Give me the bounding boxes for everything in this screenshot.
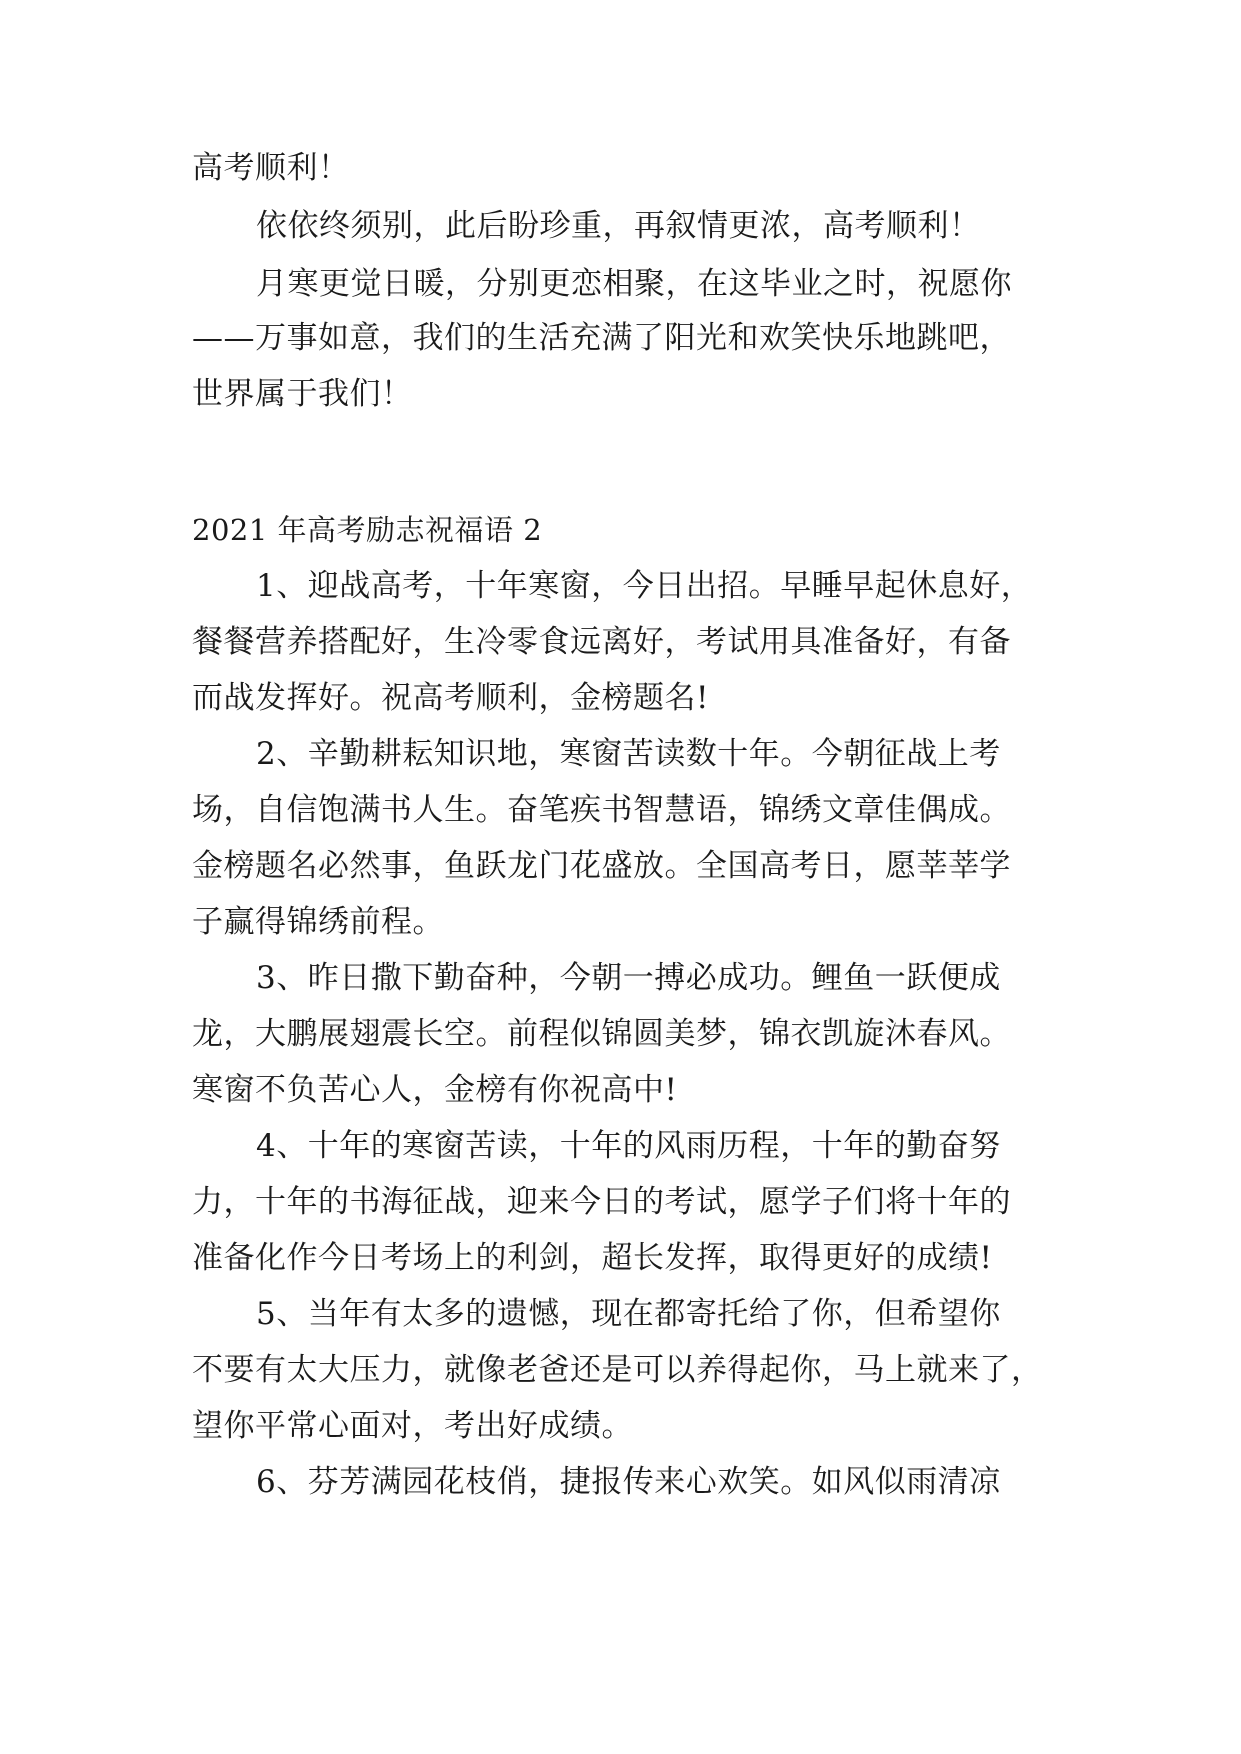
text-line: 1、迎战高考，十年寒窗，今日出招。早睡早起休息好， (256, 568, 1033, 604)
text-line: 准备化作今日考场上的利剑，超长发挥，取得更好的成绩! (192, 1240, 993, 1276)
section-heading: 2021 年高考励志祝福语 2 (192, 513, 543, 547)
text-line: 高考顺利！ (192, 150, 350, 186)
text-line: 子赢得锦绣前程。 (192, 904, 444, 940)
text-line: 世界属于我们！ (192, 376, 413, 412)
text-line: 龙，大鹏展翅震长空。前程似锦圆美梦，锦衣凯旋沐春风。 (192, 1016, 1011, 1052)
text-line: 5、当年有太多的遗憾，现在都寄托给了你，但希望你 (256, 1296, 1001, 1332)
text-line: 月寒更觉日暖，分别更恋相聚，在这毕业之时，祝愿你 (256, 266, 1012, 302)
text-line: 依依终须别，此后盼珍重，再叙情更浓，高考顺利！ (256, 208, 981, 244)
text-line: 而战发挥好。祝高考顺利，金榜题名! (192, 680, 709, 716)
text-line: 不要有太大压力，就像老爸还是可以养得起你，马上就来了， (192, 1352, 1043, 1388)
text-line: 2、辛勤耕耘知识地，寒窗苦读数十年。今朝征战上考 (256, 736, 1001, 772)
text-line: 望你平常心面对，考出好成绩。 (192, 1408, 633, 1444)
text-line: 4、十年的寒窗苦读，十年的风雨历程，十年的勤奋努 (256, 1128, 1001, 1164)
text-line: 力，十年的书海征战，迎来今日的考试，愿学子们将十年的 (192, 1184, 1011, 1220)
text-line: 场，自信饱满书人生。奋笔疾书智慧语，锦绣文章佳偶成。 (192, 792, 1011, 828)
text-line: ——万事如意，我们的生活充满了阳光和欢笑快乐地跳吧， (192, 320, 1011, 356)
text-line: 寒窗不负苦心人，金榜有你祝高中! (192, 1072, 678, 1108)
text-line: 金榜题名必然事，鱼跃龙门花盛放。全国高考日，愿莘莘学 (192, 848, 1011, 884)
text-line: 餐餐营养搭配好，生冷零食远离好，考试用具准备好，有备 (192, 624, 1011, 660)
text-line: 3、昨日撒下勤奋种，今朝一搏必成功。鲤鱼一跃便成 (256, 960, 1001, 996)
text-line: 6、芬芳满园花枝俏，捷报传来心欢笑。如风似雨清凉 (256, 1464, 1001, 1500)
